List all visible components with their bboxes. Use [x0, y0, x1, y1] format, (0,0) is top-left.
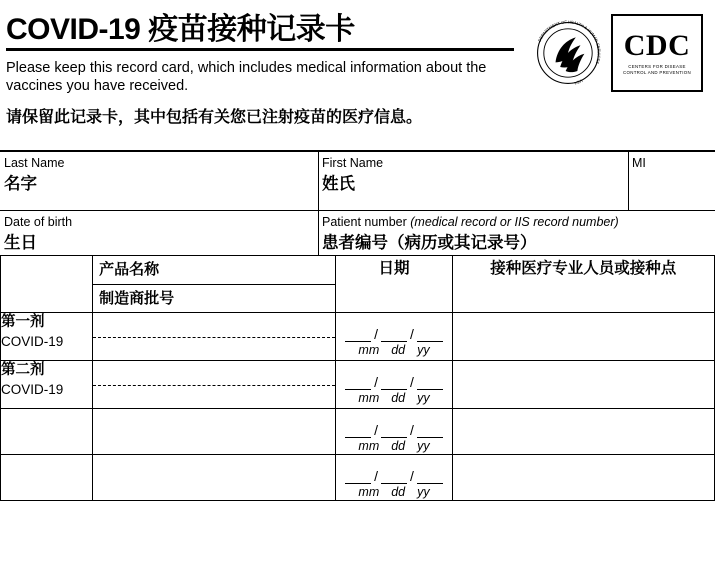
date-blank-mm — [345, 471, 371, 484]
date-blank-dd — [381, 329, 407, 342]
svg-text:· USA ·: · USA · — [571, 77, 586, 87]
date-blank-yy — [417, 377, 443, 390]
first-name-value: 姓氏 — [322, 175, 355, 193]
lot-number-value — [93, 383, 335, 405]
product-lot-cell[interactable] — [93, 409, 336, 455]
subtitle-english: Please keep this record card, which includes medical information about the vaccines you have received. — [6, 59, 487, 95]
title-underline — [6, 48, 514, 51]
header-product-name: 产品名称 — [93, 256, 335, 285]
date-cell[interactable] — [336, 313, 452, 361]
last-name-label: Last Name — [4, 156, 65, 170]
patient-number-label — [322, 213, 702, 230]
table-row — [1, 361, 715, 409]
table-row — [1, 409, 715, 455]
dose-label-cell — [1, 455, 93, 501]
date-legend-dd: dd — [391, 343, 406, 357]
date-blank-dd — [381, 377, 407, 390]
date-legend — [336, 390, 451, 405]
first-name-field[interactable] — [322, 154, 602, 196]
date-blank-dd — [381, 425, 407, 438]
name-divider-1 — [318, 152, 319, 210]
logo-group — [529, 14, 703, 92]
date-slash-1: / — [374, 326, 379, 342]
date-blanks — [336, 361, 451, 390]
date-legend-yy: yy — [417, 391, 430, 405]
date-blank-mm — [345, 329, 371, 342]
product-name-value — [93, 361, 335, 383]
date-blanks — [336, 455, 451, 484]
date-legend — [336, 438, 451, 453]
product-name-value — [93, 455, 335, 477]
dose-label-cell — [1, 313, 93, 361]
provider-cell[interactable] — [452, 455, 714, 501]
product-name-value — [93, 409, 335, 431]
product-lot-divider — [93, 385, 335, 386]
date-blanks — [336, 313, 451, 342]
patient-number-value: 患者编号（病历或其记录号） — [322, 234, 537, 252]
header-dose-cell — [1, 256, 93, 313]
date-blanks — [336, 409, 451, 438]
cdc-logo — [611, 14, 703, 92]
date-blank-yy — [417, 425, 443, 438]
patient-number-label-text: Patient number — [322, 215, 407, 229]
subtitle-chinese: 请保留此记录卡，其中包括有关您已注射疫苗的医疗信息。 — [6, 108, 423, 126]
date-blank-mm — [345, 425, 371, 438]
hhs-seal-icon — [529, 14, 607, 92]
date-legend-yy: yy — [417, 439, 430, 453]
dose-vaccine-label: COVID-19 — [1, 333, 64, 349]
provider-cell[interactable] — [452, 409, 714, 455]
lot-number-value — [93, 477, 335, 497]
date-cell[interactable] — [336, 361, 452, 409]
product-lot-cell[interactable] — [93, 313, 336, 361]
date-slash-1: / — [374, 374, 379, 390]
date-slash-2: / — [410, 468, 414, 484]
date-legend-mm: mm — [358, 391, 380, 405]
cdc-logo-subtext: CENTERS FOR DISEASE CONTROL AND PREVENTION — [623, 63, 691, 75]
table-row — [1, 313, 715, 361]
vaccination-table — [0, 255, 715, 501]
date-legend-yy: yy — [417, 485, 430, 499]
first-name-label: First Name — [322, 156, 384, 170]
header-provider: 接种医疗专业人员或接种点 — [452, 256, 714, 313]
date-legend — [336, 342, 451, 357]
provider-cell[interactable] — [452, 361, 714, 409]
last-name-value: 名字 — [4, 175, 37, 193]
date-legend-mm: mm — [358, 439, 380, 453]
card-header — [0, 0, 715, 150]
date-blank-yy — [417, 471, 443, 484]
patient-number-label-note: (medical record or IIS record number) — [410, 215, 619, 229]
date-legend-mm: mm — [358, 485, 380, 499]
name-row — [0, 152, 715, 210]
date-legend-dd: dd — [391, 391, 406, 405]
date-blank-mm — [345, 377, 371, 390]
lot-number-value — [93, 431, 335, 451]
dob-row — [0, 211, 715, 255]
date-blank-yy — [417, 329, 443, 342]
product-lot-divider — [93, 337, 335, 338]
date-legend-dd: dd — [391, 439, 406, 453]
header-product-cell — [93, 256, 336, 313]
dose-number-label: 第一剂 — [1, 314, 45, 330]
middle-initial-value — [632, 171, 702, 173]
date-cell[interactable] — [336, 455, 452, 501]
cdc-logo-text: CDC — [623, 28, 691, 62]
date-slash-2: / — [410, 326, 414, 342]
date-slash-1: / — [374, 422, 379, 438]
dose-vaccine-label: COVID-19 — [1, 381, 64, 397]
date-of-birth-label: Date of birth — [4, 215, 73, 229]
lot-number-value — [93, 335, 335, 357]
product-lot-cell[interactable] — [93, 455, 336, 501]
table-header-row — [1, 256, 715, 313]
date-cell[interactable] — [336, 409, 452, 455]
page-title: COVID-19 疫苗接种记录卡 — [6, 13, 355, 46]
name-divider-2 — [628, 152, 629, 210]
dob-divider — [318, 211, 319, 255]
date-slash-2: / — [410, 374, 414, 390]
dose-label-cell — [1, 361, 93, 409]
patient-number-field[interactable] — [322, 213, 702, 255]
last-name-field[interactable] — [4, 154, 304, 196]
header-lot-number: 制造商批号 — [99, 289, 175, 307]
header-date: 日期 — [336, 256, 452, 313]
product-name-value — [93, 313, 335, 335]
svg-text:DEPARTMENT OF HEALTH & HUMAN S: DEPARTMENT OF HEALTH & HUMAN SERVICES — [536, 19, 602, 65]
table-row — [1, 455, 715, 501]
date-blank-dd — [381, 471, 407, 484]
dose-number-label: 第二剂 — [1, 362, 45, 378]
date-of-birth-value: 生日 — [4, 234, 37, 252]
date-slash-2: / — [410, 422, 414, 438]
provider-cell[interactable] — [452, 313, 714, 361]
date-of-birth-field[interactable] — [4, 213, 304, 255]
date-legend-yy: yy — [417, 343, 430, 357]
date-legend-mm: mm — [358, 343, 380, 357]
middle-initial-field[interactable] — [632, 154, 702, 173]
date-legend — [336, 484, 451, 499]
date-legend-dd: dd — [391, 485, 406, 499]
dose-label-cell — [1, 409, 93, 455]
middle-initial-label: MI — [632, 156, 646, 170]
product-lot-cell[interactable] — [93, 361, 336, 409]
date-slash-1: / — [374, 468, 379, 484]
